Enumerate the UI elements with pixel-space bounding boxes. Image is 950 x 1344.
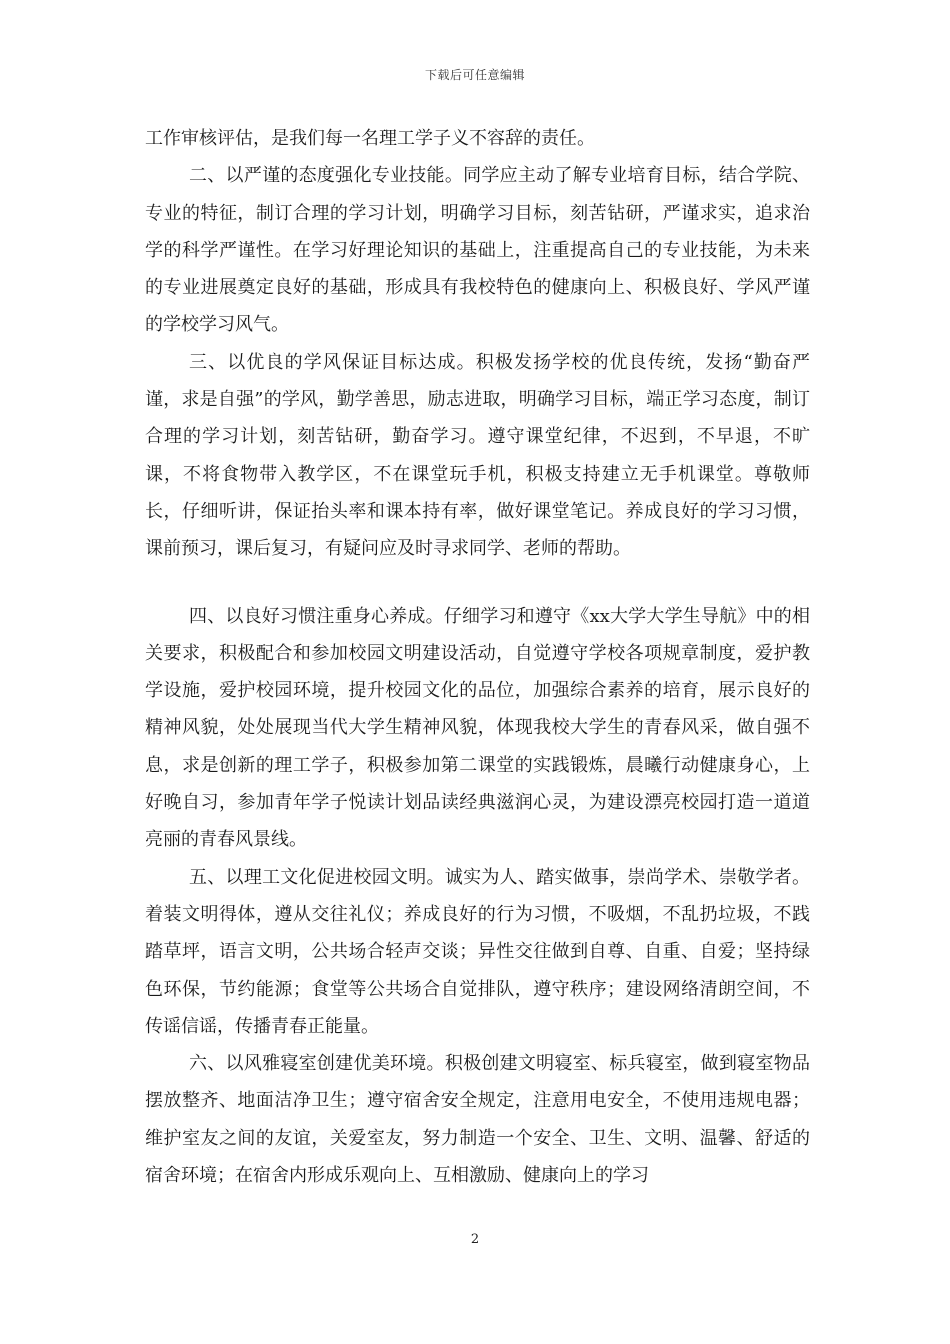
page-number: 2 <box>470 1232 480 1247</box>
page-header: 下载后可任意编辑 <box>424 68 525 82</box>
document-body <box>145 120 810 1194</box>
paragraph-section-3: 三、以优良的学风保证目标达成。积极发扬学校的优良传统，发扬“勤奋严谨，求是自强”的学风，勤学善思，励志进取，明确学习目标，端正学习态度，制订合理的学习计划，刻苦钻研，勤奋学习。遵守课堂纪律，不迟到，不早退，不旷课，不将食物带入教学区，不在课堂玩手机，积极支持建立无手机课堂。尊敬师长，仔细听讲，保证抬头率和课本持有率，做好课堂笔记。养成良好的学习习惯，课前预习，课后复习，有疑问应及时寻求同学、老师的帮助。 <box>145 351 810 560</box>
paragraph-section-6: 六、以风雅寝室创建优美环境。积极创建文明寝室、标兵寝室，做到寝室物品摆放整齐、地面洁净卫生；遵守宿舍安全规定，注意用电安全，不使用违规电器；维护室友之间的友谊，关爱室友，努力制造一个安全、卫生、文明、温馨、舒适的宿舍环境；在宿舍内形成乐观向上、互相激励、健康向上的学习 <box>145 1053 810 1187</box>
paragraph-section-5: 五、以理工文化促进校园文明。诚实为人、踏实做事，崇尚学术、崇敬学者。着装文明得体，遵从交往礼仪；养成良好的行为习惯，不吸烟，不乱扔垃圾，不践踏草坪，语言文明，公共场合轻声交谈；异性交往做到自尊、自重、自爱；坚持绿色环保，节约能源；食堂等公共场合自觉排队，遵守秩序；建设网络清朗空间，不传谣信谣，传播青春正能量。 <box>145 866 810 1037</box>
paragraph-section-2: 二、以严谨的态度强化专业技能。同学应主动了解专业培育目标，结合学院、专业的特征，制订合理的学习计划，明确学习目标，刻苦钻研，严谨求实，追求治学的科学严谨性。在学习好理论知识的基础上，注重提高自己的专业技能，为未来的专业进展奠定良好的基础，形成具有我校特色的健康向上、积极良好、学风严谨的学校学习风气。 <box>145 165 810 336</box>
paragraph-continuation: 工作审核评估，是我们每一名理工学子义不容辞的责任。 <box>145 128 595 149</box>
paragraph-section-4: 四、以良好习惯注重身心养成。仔细学习和遵守《xx大学大学生导航》中的相关要求，积极配合和参加校园文明建设活动，自觉遵守学校各项规章制度，爱护教学设施，爱护校园环境，提升校园文化的品位，加强综合素养的培育，展示良好的精神风貌，处处展现当代大学生精神风貌，体现我校大学生的青春风采，做自强不息，求是创新的理工学子，积极参加第二课堂的实践锻炼，晨曦行动健康身心，上好晚自习，参加青年学子悦读计划品读经典滋润心灵，为建设漂亮校园打造一道道亮丽的青春风景线。 <box>145 605 810 851</box>
